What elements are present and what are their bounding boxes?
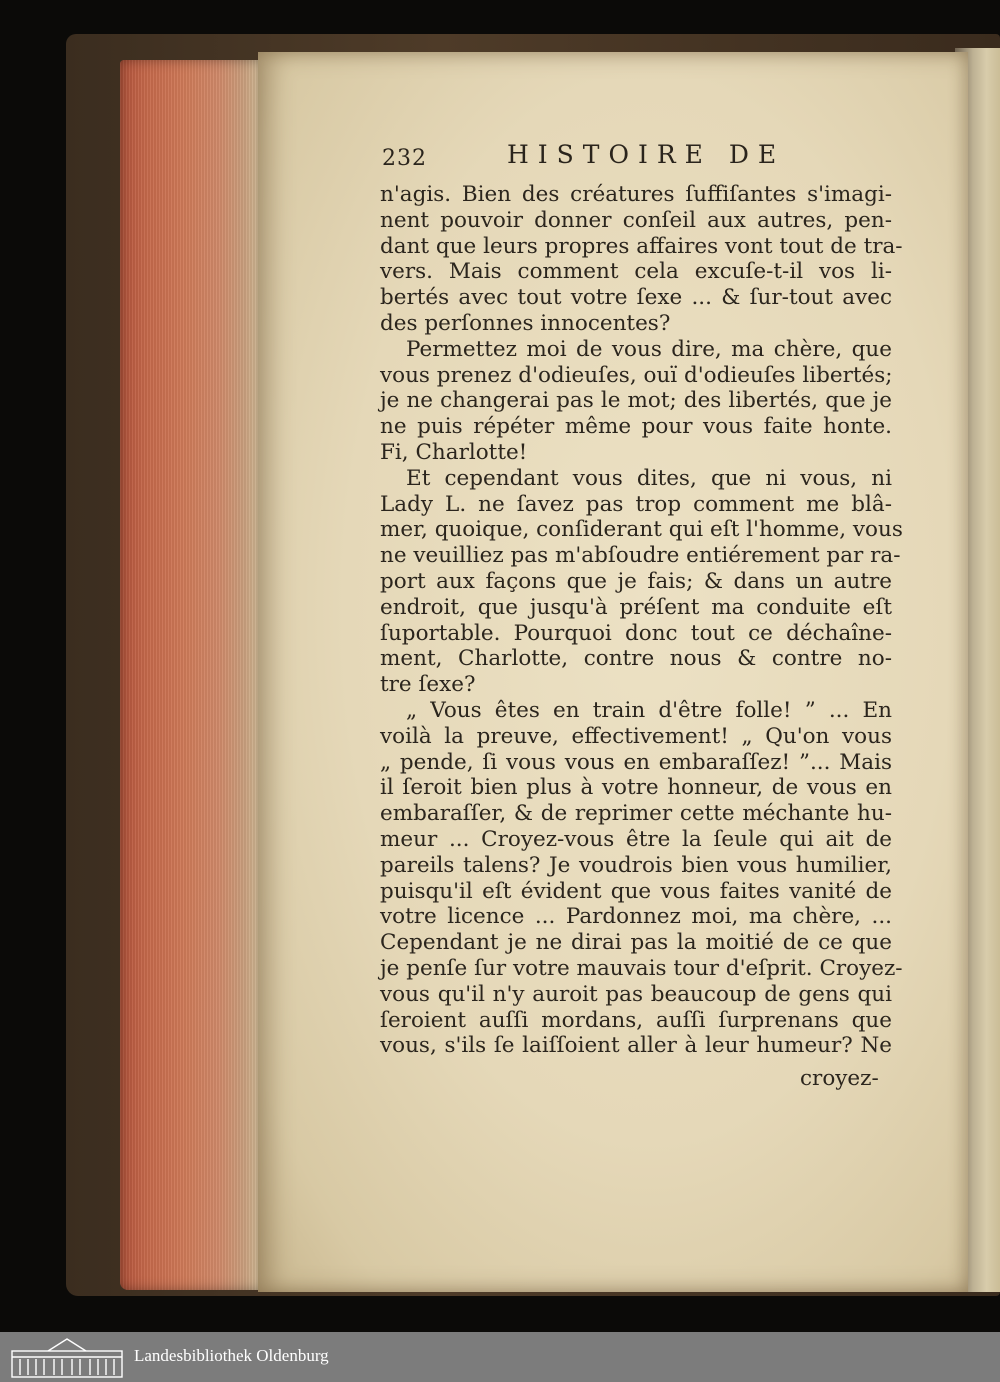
text-line: votre licence ... Pardonnez moi, ma chère, ... xyxy=(380,904,892,930)
footer-bar xyxy=(0,1332,1000,1382)
text-line: Lady L. ne ſavez pas trop comment me blâ- xyxy=(380,491,892,517)
text-line: pareils talens? Je voudrois bien vous humilier, xyxy=(380,852,892,878)
text-line: dant que leurs propres affaires vont tout de tra- xyxy=(380,233,903,259)
text-line: Fi, Charlotte! xyxy=(380,439,528,465)
text-line: meur ... Croyez-vous être la ſeule qui ait de xyxy=(380,826,892,852)
running-title: HISTOIRE DE xyxy=(507,140,786,169)
text-line: embaraſſer, & de reprimer cette méchante hu- xyxy=(380,801,892,827)
text-line: il ſeroit bien plus à votre honneur, de vous en xyxy=(380,775,892,801)
text-line: je ne changerai pas le mot; des libertés, que je xyxy=(380,388,892,414)
text-line: n'agis. Bien des créatures ſuffiſantes s'imagi- xyxy=(380,182,892,207)
text-line: ment, Charlotte, contre nous & contre no- xyxy=(380,646,892,672)
text-line: tre ſexe? xyxy=(380,672,476,698)
text-line: vers. Mais comment cela excuſe-t-il vos li- xyxy=(380,259,892,285)
library-building-icon xyxy=(8,1335,126,1379)
text-line: endroit, que jusqu'à préſent ma conduite eſt xyxy=(380,594,892,620)
text-line: „ pende, ſi vous vous en embaraſſez! ”... Mais xyxy=(380,749,892,775)
text-line: vous qu'il n'y auroit pas beaucoup de gens qui xyxy=(380,981,892,1007)
text-line: je penſe ſur votre mauvais tour d'eſprit. Croyez- xyxy=(380,955,903,981)
text-line: des perſonnes innocentes? xyxy=(380,310,671,336)
catchword: croyez- xyxy=(800,1066,879,1091)
text-line: ne puis répéter même pour vous faite honte. xyxy=(380,414,892,440)
text-line: ne veuilliez pas m'abſoudre entiérement par ra- xyxy=(380,543,901,569)
text-line: Cependant je ne dirai pas la moitié de ce que xyxy=(380,930,892,956)
text-line: ſuportable. Pourquoi donc tout ce déchaîne- xyxy=(380,620,892,646)
page-header xyxy=(382,140,902,176)
text-line: vous prenez d'odieuſes, ouï d'odieuſes libertés; xyxy=(380,362,893,388)
text-line: Permettez moi de vous dire, ma chère, que xyxy=(406,336,892,362)
body-text xyxy=(380,182,903,1059)
text-line: bertés avec tout votre ſexe ... & ſur-tout avec xyxy=(380,285,892,311)
text-line: puisqu'il eſt évident que vous faites vanité de xyxy=(380,878,892,904)
text-line: nent pouvoir donner conſeil aux autres, pen- xyxy=(380,207,892,233)
library-name: Landesbibliothek Oldenburg xyxy=(134,1346,329,1365)
text-line: voilà la preuve, effectivement! „ Qu'on vous xyxy=(380,723,892,749)
text-line: mer, quoique, conſiderant qui eſt l'homme, vous xyxy=(380,517,903,543)
text-line: port aux façons que je fais; & dans un autre xyxy=(380,568,892,594)
text-line: vous, s'ils ſe laiſſoient aller à leur humeur? Ne xyxy=(380,1033,892,1059)
page-number: 232 xyxy=(382,146,427,171)
text-line: Et cependant vous dites, que ni vous, ni xyxy=(406,465,892,491)
text-line: „ Vous êtes en train d'être folle! ” ... En xyxy=(406,697,892,723)
page-edges xyxy=(120,60,262,1290)
text-line: ſeroient auſſi mordans, auſſi ſurprenans que xyxy=(380,1007,892,1033)
